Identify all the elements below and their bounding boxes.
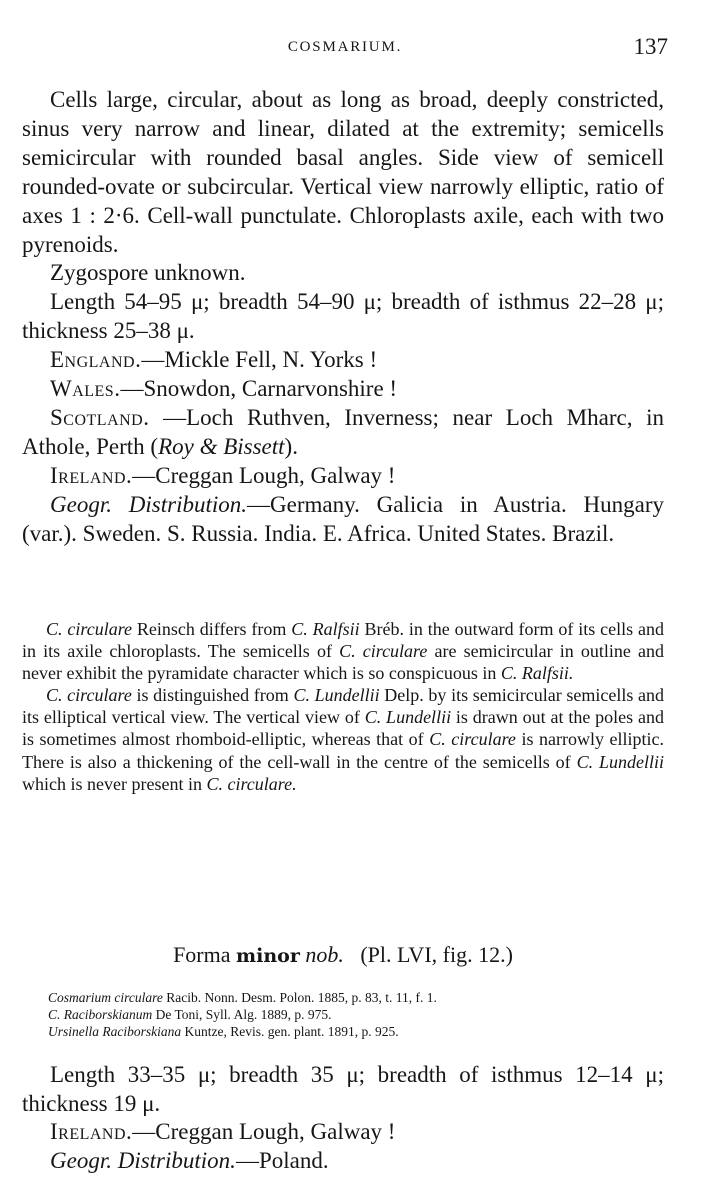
species-name: C. circulare — [429, 729, 516, 750]
species-description — [22, 86, 664, 549]
locality-text: —Snowdon, Carnarvonshire ! — [120, 376, 398, 402]
locality-text: —Creggan Lough, Galway ! — [132, 1119, 396, 1145]
locality-england — [22, 346, 664, 375]
note-text: which is never present in — [22, 773, 207, 794]
note-paragraph — [22, 618, 664, 684]
locality-text: —Mickle Fell, N. Yorks ! — [141, 347, 378, 373]
synonymy-list — [48, 989, 664, 1040]
forma-label: Forma — [173, 942, 231, 967]
page-number: 137 — [633, 34, 668, 59]
locality-scotland — [22, 404, 664, 462]
locality-ireland — [22, 462, 664, 491]
forma-name: minor — [236, 945, 300, 967]
species-name: C. Ralfsii. — [500, 663, 574, 684]
locality-text: ). — [284, 433, 298, 459]
synonym-name: Cosmarium circulare — [48, 990, 163, 1005]
locality-label: England. — [50, 347, 142, 373]
species-name: C. circulare — [339, 641, 428, 662]
distribution-text: —Poland. — [235, 1147, 329, 1173]
comparative-notes — [22, 618, 664, 795]
locality-label: Ireland. — [50, 462, 133, 488]
species-name: C. Lundellii — [576, 751, 664, 772]
locality-label: Wales. — [50, 376, 121, 402]
synonym-reference: Kuntze, Revis. gen. plant. 1891, p. 925. — [181, 1024, 399, 1039]
synonym-entry — [48, 1006, 664, 1023]
collector-names: Roy & Bissett — [158, 433, 285, 459]
locality-label: Scotland. — [50, 404, 150, 430]
distribution-label: Geogr. Distribution. — [50, 1147, 236, 1173]
forma-description — [22, 1061, 664, 1175]
note-text: is distinguished from — [131, 685, 294, 706]
plate-reference: (Pl. LVI, fig. 12.) — [360, 942, 513, 967]
note-text: is narrowly elliptic. There is also a thickening of the cell-wall in the centre of the semicells of — [22, 729, 665, 772]
zygospore-note: Zygospore unknown. — [50, 260, 246, 286]
synonym-reference: De Toni, Syll. Alg. 1889, p. 975. — [152, 1007, 332, 1022]
forma-measurements: Length 33–35 μ; breadth 35 μ; breadth of isthmus 12–14 μ; thickness 19 μ. — [22, 1062, 664, 1116]
species-name: C. circulare — [46, 619, 133, 639]
geographic-distribution — [22, 491, 664, 549]
note-text: Reinsch differs from — [132, 619, 292, 639]
forma-heading — [22, 942, 664, 968]
running-head — [22, 34, 668, 64]
synonym-name: Ursinella Raciborskiana — [48, 1024, 182, 1039]
description-paragraph: Cells large, circular, about as long as broad, deeply constricted, sinus very narrow and linear, dilated at the extremity; semicells semicircular with rounded basal angles. Side view of semicell rounded-ovate or subcircular. Vertical view narrowly elliptic, ratio of axes 1 : 2·6. Cell-wall punctulate. Chloroplasts axile, each with two pyrenoids. — [22, 87, 664, 257]
forma-locality-ireland — [22, 1118, 664, 1147]
note-paragraph — [22, 684, 664, 794]
measurements-paragraph: Length 54–95 μ; breadth 54–90 μ; breadth of isthmus 22–28 μ; thickness 25–38 μ. — [22, 289, 664, 344]
species-name: C. circulare — [46, 685, 132, 706]
forma-distribution — [22, 1147, 664, 1176]
species-name: C. Ralfsii — [291, 619, 360, 639]
locality-text: —Creggan Lough, Galway ! — [132, 462, 396, 488]
locality-wales — [22, 375, 664, 404]
locality-label: Ireland. — [50, 1119, 133, 1145]
synonym-reference: Racib. Nonn. Desm. Polon. 1885, p. 83, t. 11, f. 1. — [162, 990, 437, 1005]
note-text: are semicircular in outline and never exhibit the pyramidate character which is so conspicuous in — [22, 641, 664, 684]
synonym-entry — [48, 1023, 664, 1040]
synonym-entry — [48, 989, 664, 1006]
distribution-label: Geogr. Distribution. — [50, 491, 247, 517]
distribution-text: —Germany. Galicia in Austria. Hungary (var.). Sweden. S. Russia. India. E. Africa. United States. Brazil. — [22, 491, 665, 546]
note-text: Bréb. in the outward form of its cells and in its axile chloroplasts. The semicells of — [22, 619, 665, 662]
note-text: Delp. by its semicircular semicells and its elliptical vertical view. The vertical view of — [22, 685, 664, 728]
species-name: C. Lundellii — [293, 685, 380, 706]
species-name: C. Lundellii — [364, 707, 452, 728]
note-text: is drawn out at the poles and is sometimes almost rhomboid-elliptic, whereas that of — [22, 707, 664, 750]
locality-text: —Loch Ruthven, Inverness; near Loch Mharc, in Athole, Perth ( — [22, 404, 664, 459]
synonym-name: C. Raciborskianum — [48, 1007, 153, 1022]
species-name: C. circulare. — [206, 773, 297, 794]
running-title: COSMARIUM. — [287, 39, 403, 55]
forma-authority: nob. — [305, 942, 344, 967]
